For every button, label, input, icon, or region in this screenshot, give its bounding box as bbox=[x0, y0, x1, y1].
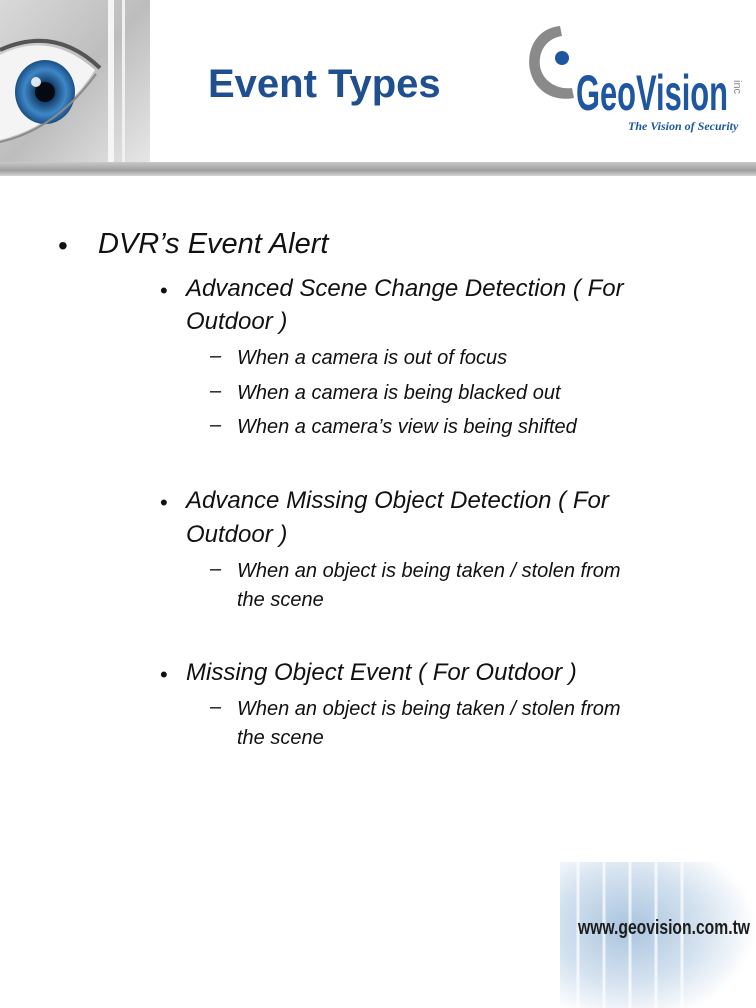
section-title: Advance Missing Object Detection ( For bbox=[186, 487, 609, 514]
dash-marker: – bbox=[210, 414, 222, 436]
slide-title: Event Types bbox=[208, 62, 441, 106]
list-item: When a camera’s view is being shifted bbox=[237, 416, 577, 438]
geovision-logo bbox=[522, 18, 744, 138]
logo-brand-text: GeoVision bbox=[576, 65, 728, 121]
slide-header bbox=[0, 0, 756, 182]
footer-url[interactable]: www.geovision.com.tw bbox=[577, 917, 751, 939]
list-item: When a camera is being blacked out bbox=[237, 382, 561, 404]
dash-marker: – bbox=[210, 696, 222, 718]
list-item: When a camera is out of focus bbox=[237, 347, 508, 369]
section-title-cont: Outdoor ) bbox=[186, 521, 288, 548]
logo-dot-icon bbox=[555, 51, 569, 65]
section-title: Missing Object Event ( For Outdoor ) bbox=[186, 659, 577, 686]
section-title-cont: Outdoor ) bbox=[186, 308, 288, 335]
eye-photo-icon bbox=[0, 0, 150, 170]
dash-marker: – bbox=[210, 380, 222, 402]
logo-tagline: The Vision of Security bbox=[628, 119, 739, 133]
list-item-cont: the scene bbox=[237, 727, 324, 749]
bullet-marker: • bbox=[160, 490, 168, 515]
main-heading: DVR’s Event Alert bbox=[98, 228, 329, 260]
bullet-marker: • bbox=[160, 278, 168, 303]
list-item: When an object is being taken / stolen from bbox=[237, 560, 621, 582]
header-divider bbox=[0, 162, 756, 176]
section-title: Advanced Scene Change Detection ( For bbox=[186, 275, 624, 302]
dash-marker: – bbox=[210, 345, 222, 367]
list-item-cont: the scene bbox=[237, 589, 324, 611]
dash-marker: – bbox=[210, 558, 222, 580]
bullet-marker: • bbox=[58, 230, 68, 261]
footer-graphic bbox=[560, 862, 756, 1008]
bullet-marker: • bbox=[160, 662, 168, 687]
logo-suffix-text: inc bbox=[731, 80, 743, 95]
list-item: When an object is being taken / stolen from bbox=[237, 698, 621, 720]
